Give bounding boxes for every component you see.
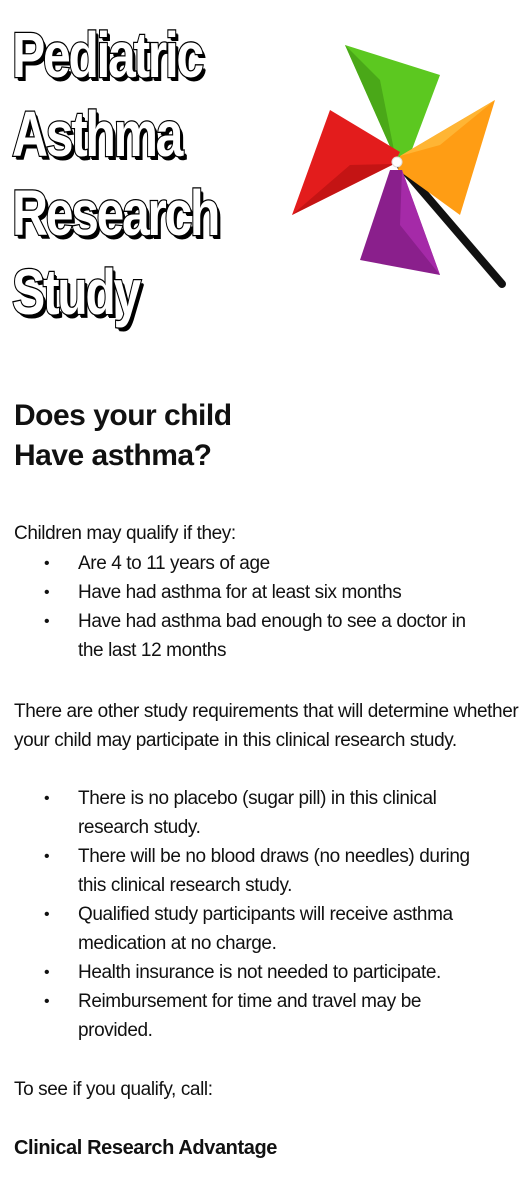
qualify-intro: Children may qualify if they: — [14, 523, 236, 544]
list-item: • Health insurance is not needed to participate. — [0, 958, 488, 987]
list-item: • Reimbursement for time and travel may be provided. — [0, 987, 488, 1045]
list-item: • Have had asthma for at least six months — [0, 578, 488, 607]
bullet-icon: • — [44, 993, 50, 1010]
bullet-icon: • — [44, 906, 50, 923]
requirements-paragraph: There are other study requirements that will determine whether your child may participate in this clinical research study. — [14, 701, 519, 751]
list-item: • Are 4 to 11 years of age — [0, 549, 488, 578]
pinwheel-icon — [290, 40, 515, 295]
qualification-list — [0, 549, 488, 665]
bullet-icon: • — [44, 790, 50, 807]
bullet-icon: • — [44, 613, 50, 630]
flyer-title — [12, 16, 276, 332]
list-item: • Qualified study participants will receive asthma medication at no charge. — [0, 900, 488, 958]
pinwheel-hub — [392, 157, 402, 167]
benefits-list — [0, 784, 488, 1045]
headline-line-2: Have asthma? — [14, 439, 212, 472]
bullet-icon: • — [44, 848, 50, 865]
title-line-1: Pediatric — [12, 19, 202, 91]
list-item: • There will be no blood draws (no needles) during this clinical research study. — [0, 842, 488, 900]
title-line-3: Research — [12, 177, 219, 249]
title-line-4: Study — [12, 256, 139, 328]
headline-question — [14, 396, 232, 476]
bullet-icon: • — [44, 584, 50, 601]
bullet-icon: • — [44, 964, 50, 981]
bullet-icon: • — [44, 555, 50, 572]
list-item: • Have had asthma bad enough to see a doctor in the last 12 months — [0, 607, 488, 665]
organization-name: Clinical Research Advantage — [14, 1137, 278, 1159]
call-to-action: To see if you qualify, call: — [14, 1079, 213, 1100]
headline-line-1: Does your child — [14, 399, 232, 432]
list-item: • There is no placebo (sugar pill) in this clinical research study. — [0, 784, 488, 842]
title-line-2: Asthma — [12, 98, 182, 170]
